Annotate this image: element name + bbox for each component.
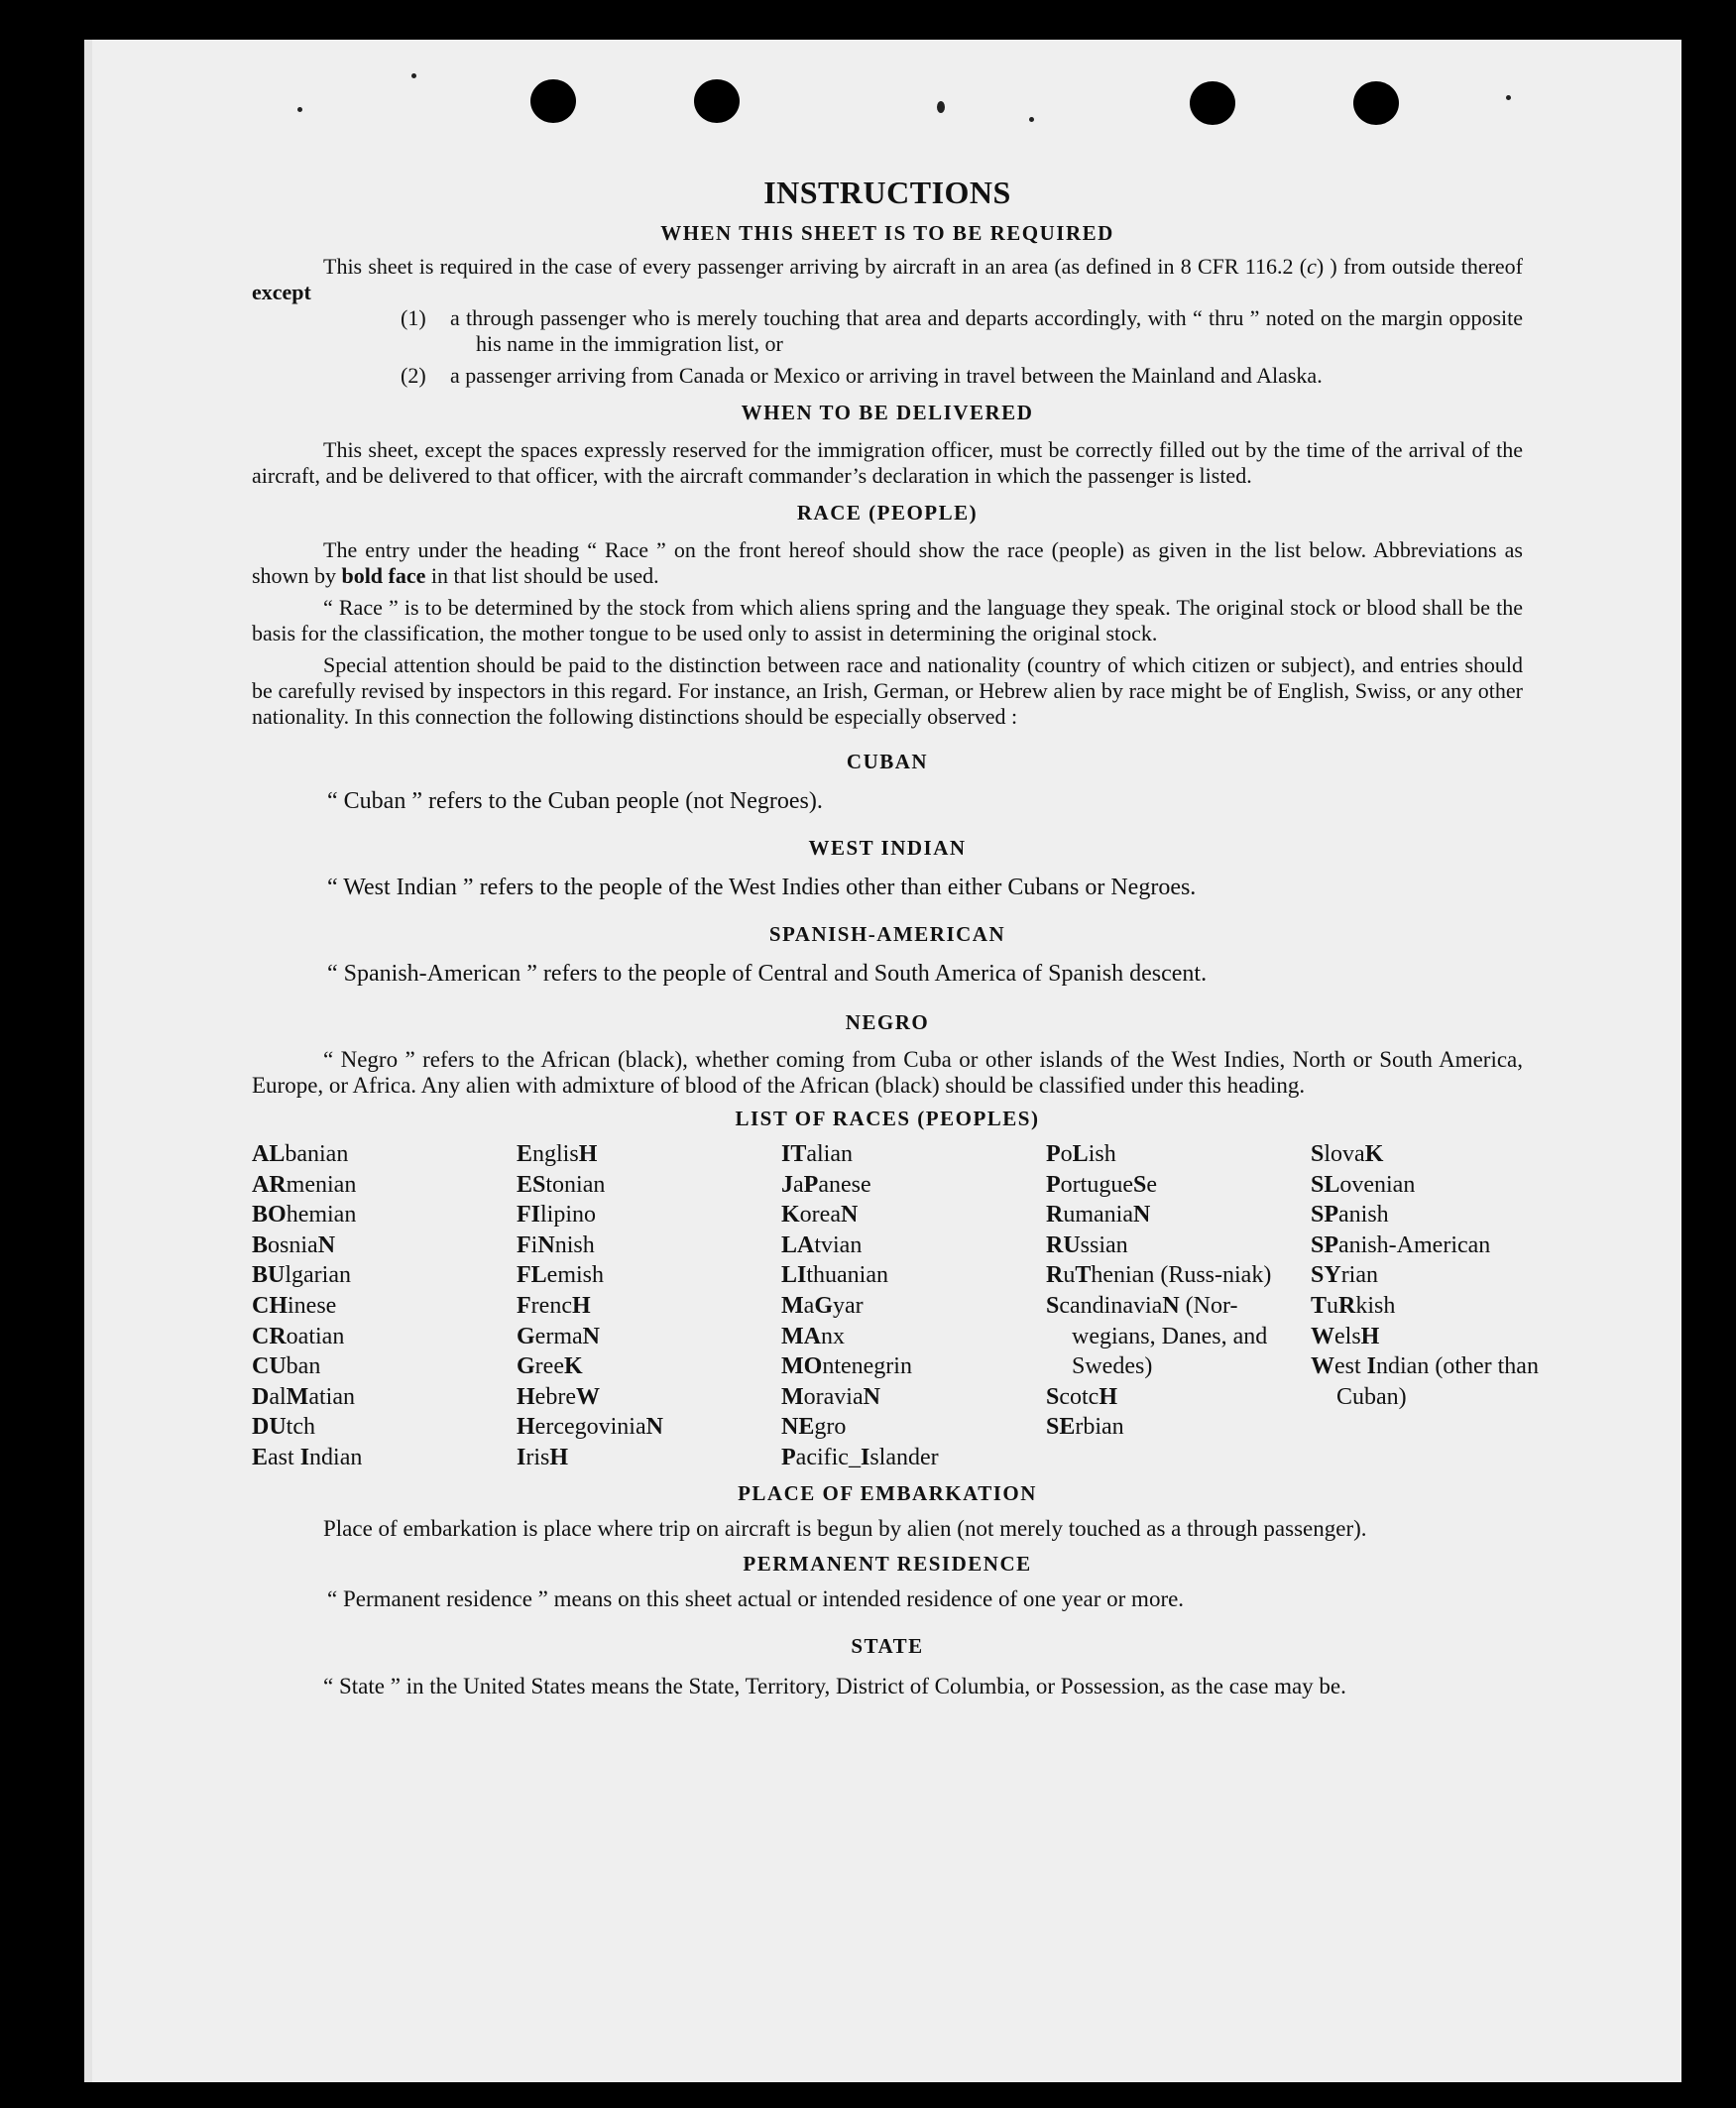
race-entry: RumaniaN	[1046, 1202, 1151, 1229]
race-entry: SLovenian	[1311, 1171, 1416, 1198]
race-entry: SlovaK	[1311, 1141, 1384, 1167]
speck	[297, 107, 302, 112]
exception-number: (2)	[401, 363, 426, 388]
race-entry: SPanish-American	[1311, 1231, 1491, 1258]
cuban-definition: “ Cuban ” refers to the Cuban people (not Negroes).	[327, 788, 823, 814]
race-entry: BUlgarian	[252, 1262, 351, 1289]
race-entry: MoraviaN	[781, 1383, 880, 1410]
race-entry: ARmenian	[252, 1171, 357, 1198]
section-heading-west-indian: WEST INDIAN	[808, 836, 967, 860]
section-heading-list-of-races: LIST OF RACES (PEOPLES)	[735, 1107, 1040, 1130]
race-entry: ScandinaviaN (Nor-wegians, Danes, and Swedes)	[1046, 1292, 1268, 1380]
race-entry: MaGyar	[781, 1292, 864, 1319]
exception-text: a through passenger who is merely touching that area and departs accordingly, with “ thru ” noted on the margin opposite his name in the immigration list, or	[450, 305, 1523, 356]
race-entry: FLemish	[517, 1262, 604, 1289]
race-column-4	[1046, 1139, 1311, 1473]
race-entry: NEgro	[781, 1414, 847, 1441]
race-entry: KoreaN	[781, 1202, 859, 1229]
exception-item-2	[401, 363, 1523, 389]
race-entry: FrencH	[517, 1292, 591, 1319]
state-text: “ State ” in the United States means the State, Territory, District of Columbia, or Possession, as the case may be.	[323, 1673, 1346, 1698]
race-entry: WelsH	[1311, 1323, 1380, 1349]
race-entry: EnglisH	[517, 1141, 598, 1167]
race-entry: SPanish	[1311, 1202, 1389, 1229]
speck	[1029, 117, 1034, 122]
required-intro: This sheet is required in the case of every passenger arriving by aircraft in an area (as defined in 8 CFR 116.2 (c) ) from outside thereof except	[252, 254, 1524, 304]
race-entry: Pacific_Islander	[781, 1444, 939, 1470]
race-list	[252, 1139, 1539, 1473]
race-entry: MAnx	[781, 1323, 845, 1349]
document-content	[252, 175, 1539, 1702]
punch-hole	[530, 79, 576, 123]
race-entry: CRoatian	[252, 1323, 345, 1349]
race-entry: HebreW	[517, 1383, 600, 1410]
race-entry: TuRkish	[1311, 1292, 1396, 1319]
race-entry: RuThenian (Russ-niak)	[1046, 1262, 1272, 1289]
race-entry: BOhemian	[252, 1202, 357, 1229]
race-entry: HercegoviniaN	[517, 1414, 663, 1441]
race-entry: IrisH	[517, 1444, 569, 1470]
race-entry: CHinese	[252, 1292, 337, 1319]
race-column-5	[1311, 1139, 1575, 1473]
race-entry: MOntenegrin	[781, 1353, 912, 1380]
section-heading-cuban: CUBAN	[846, 750, 929, 773]
race-column-2	[517, 1139, 781, 1473]
page-title: INSTRUCTIONS	[763, 175, 1011, 210]
race-entry: West Indian (other than Cuban)	[1311, 1353, 1539, 1410]
section-heading-spanish-american: SPANISH-AMERICAN	[768, 922, 1006, 946]
punch-hole	[1190, 81, 1235, 125]
speck	[1506, 95, 1511, 100]
race-entry: GreeK	[517, 1353, 583, 1380]
section-heading-state: STATE	[851, 1633, 924, 1658]
embarkation-text: Place of embarkation is place where trip on aircraft is begun by alien (not merely touched as a through passenger).	[323, 1515, 1367, 1541]
section-heading-race: RACE (PEOPLE)	[796, 501, 979, 525]
race-entry: RUssian	[1046, 1231, 1128, 1258]
race-entry: PoLish	[1046, 1141, 1116, 1167]
race-entry: GermaN	[517, 1323, 600, 1349]
race-entry: PortugueSe	[1046, 1171, 1157, 1198]
race-entry: JaPanese	[781, 1171, 871, 1198]
race-column-1	[252, 1139, 517, 1473]
race-entry: BosniaN	[252, 1231, 336, 1258]
race-entry: ALbanian	[252, 1141, 349, 1167]
race-entry: ScotcH	[1046, 1383, 1118, 1410]
west-indian-definition: “ West Indian ” refers to the people of the West Indies other than either Cubans or Negroes.	[327, 875, 1197, 900]
spanish-american-definition: “ Spanish-American ” refers to the people of Central and South America of Spanish descent.	[327, 961, 1208, 987]
residence-text: “ Permanent residence ” means on this sheet actual or intended residence of one year or more.	[327, 1585, 1185, 1611]
speck	[937, 101, 945, 113]
race-entry: FIlipino	[517, 1202, 597, 1229]
punch-hole	[694, 79, 740, 123]
delivered-text: This sheet, except the spaces expressly reserved for the immigration officer, must be correctly filled out by the time of the arrival of the aircraft, and be delivered to that officer, with the aircraft commander’s declaration in which the passenger is listed.	[252, 437, 1523, 488]
race-entry: SErbian	[1046, 1414, 1124, 1441]
race-entry: LIthuanian	[781, 1262, 888, 1289]
race-entry: East Indian	[252, 1444, 363, 1470]
race-entry: FiNnish	[517, 1231, 595, 1258]
race-entry: ITalian	[781, 1141, 853, 1167]
race-entry: CUban	[252, 1353, 321, 1380]
section-heading-required: WHEN THIS SHEET IS TO BE REQUIRED	[660, 221, 1114, 245]
race-paragraph-3: Special attention should be paid to the distinction between race and nationality (country of which citizen or subject), and entries should be carefully revised by inspectors in this regard. For instance, an Irish, German, or Hebrew alien by race might be of English, Swiss, or any other nationality. In this connection the following distinctions should be especially observed :	[252, 652, 1523, 729]
race-paragraph-2: “ Race ” is to be determined by the stock from which aliens spring and the language they speak. The original stock or blood shall be the basis for the classification, the mother tongue to be used only to assist in determining the original stock.	[252, 595, 1523, 645]
race-entry: EStonian	[517, 1171, 606, 1198]
race-entry: LAtvian	[781, 1231, 863, 1258]
race-paragraph-1: The entry under the heading “ Race ” on the front hereof should show the race (people) as given in the list below. Abbreviations as shown by bold face in that list should be used.	[252, 537, 1523, 588]
section-heading-residence: PERMANENT RESIDENCE	[743, 1551, 1032, 1576]
section-heading-delivered: WHEN TO BE DELIVERED	[741, 401, 1034, 424]
speck	[411, 73, 416, 78]
race-entry: DalMatian	[252, 1383, 355, 1410]
section-heading-embarkation: PLACE OF EMBARKATION	[738, 1480, 1037, 1505]
exception-text: a passenger arriving from Canada or Mexico or arriving in travel between the Mainland and Alaska.	[450, 363, 1323, 388]
race-entry: SYrian	[1311, 1262, 1378, 1289]
race-entry: DUtch	[252, 1414, 315, 1441]
race-column-3	[781, 1139, 1046, 1473]
exception-item-1	[401, 305, 1523, 357]
exception-number: (1)	[401, 305, 426, 330]
punch-hole	[1353, 81, 1399, 125]
negro-definition: “ Negro ” refers to the African (black), whether coming from Cuba or other islands of the West Indies, North or South America, Europe, or Africa. Any alien with admixture of blood of the African (black) should be classified under this heading.	[252, 1047, 1523, 1098]
section-heading-negro: NEGRO	[845, 1010, 930, 1034]
